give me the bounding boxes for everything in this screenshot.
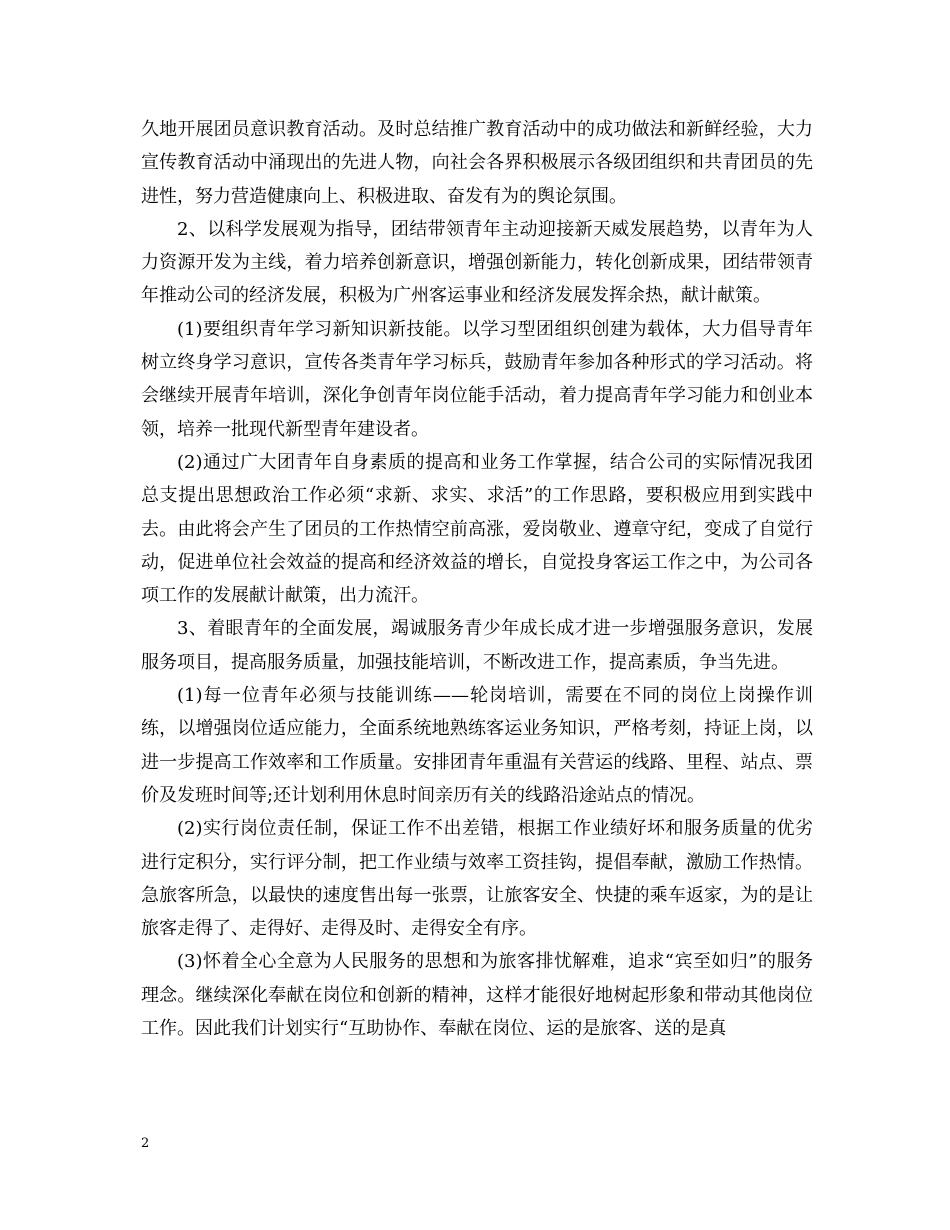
document-body: [141, 113, 813, 1045]
paragraph-item-3-1: (1)每一位青年必须与技能训练——轮岗培训，需要在不同的岗位上岗操作训练，以增强岗位适应能力，全面系统地熟练客运业务知识，严格考刻，持证上岗，以进一步提高工作效率和工作质量。安排团青年重温有关营运的线路、里程、站点、票价及发班时间等;还计划利用休息时间亲历有关的线路沿途站点的情况。: [141, 685, 813, 806]
paragraph-section-2: 2、以科学发展观为指导，团结带领青年主动迎接新天威发展趋势，以青年为人力资源开发为主线，着力培养创新意识，增强创新能力，转化创新成果，团结带领青年推动公司的经济发展，积极为广州客运事业和经济发展发挥余热，献计献策。: [141, 218, 813, 307]
paragraph-item-2-1: (1)要组织青年学习新知识新技能。以学习型团组织创建为载体，大力倡导青年树立终身学习意识，宣传各类青年学习标兵，鼓励青年参加各种形式的学习活动。将会继续开展青年培训，深化争创青年岗位能手活动，着力提高青年学习能力和创业本领，培养一批现代新型青年建设者。: [141, 318, 813, 440]
paragraph-item-2-2: (2)通过广大团青年自身素质的提高和业务工作掌握，结合公司的实际情况我团总支提出思想政治工作必须“求新、求实、求活”的工作思路，要积极应用到实践中去。由此将会产生了团员的工作热情空前高涨，爱岗敬业、遵章守纪，变成了自觉行动，促进单位社会效益的提高和经济效益的增长，自觉投身客运工作之中，为公司各项工作的发展献计献策，出力流汗。: [141, 451, 813, 607]
paragraph-item-3-2: (2)实行岗位责任制，保证工作不出差错，根据工作业绩好坏和服务质量的优劣进行定积分，实行评分制，把工作业绩与效率工资挂钩，提倡奉献，激励工作热情。急旅客所急，以最快的速度售出每一张票，让旅客安全、快捷的乘车返家，为的是让旅客走得了、走得好、走得及时、走得安全有序。: [141, 818, 813, 940]
paragraph-item-3-3: (3)怀着全心全意为人民服务的思想和为旅客排忧解难，追求“宾至如归”的服务理念。继续深化奉献在岗位和创新的精神，这样才能很好地树起形象和带动其他岗位工作。因此我们计划实行“互助协作、奉献在岗位、运的是旅客、送的是真: [141, 951, 813, 1040]
paragraph-section-3: 3、着眼青年的全面发展，竭诚服务青少年成长成才进一步增强服务意识，发展服务项目，提高服务质量，加强技能培训，不断改进工作，提高素质，争当先进。: [141, 618, 813, 673]
page-number: 2: [141, 1136, 150, 1151]
paragraph-continuation: 久地开展团员意识教育活动。及时总结推广教育活动中的成功做法和新鲜经验，大力宣传教育活动中涌现出的先进人物，向社会各界积极展示各级团组织和共青团员的先进性，努力营造健康向上、积极进取、奋发有为的舆论氛围。: [141, 119, 813, 207]
